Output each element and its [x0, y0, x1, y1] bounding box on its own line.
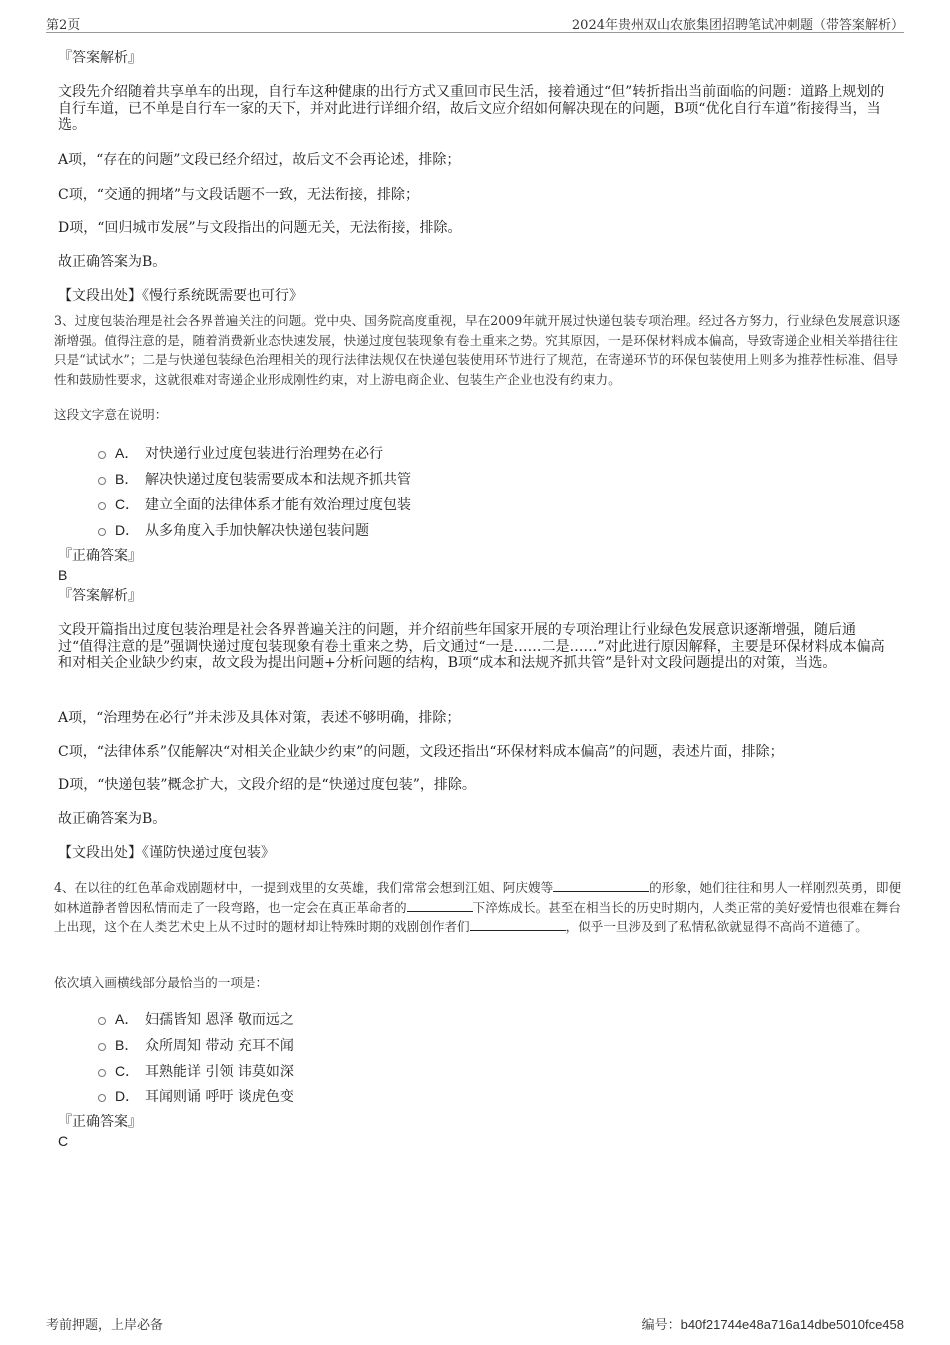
option-text: 耳熟能详 引领 讳莫如深	[145, 1064, 294, 1080]
option-d-note: D项，“快递包装”概念扩大，文段介绍的是“快递过度包装”，排除。	[58, 777, 476, 793]
option-letter: C．	[115, 496, 140, 512]
correct-answer: B	[58, 567, 68, 583]
radio-icon[interactable]	[98, 528, 106, 536]
radio-icon[interactable]	[98, 1069, 106, 1077]
option-c-note: C项，“法律体系”仅能解决“对相关企业缺少约束”的问题，文段还指出“环保材料成本偏高”的问题，表述片面，排除；	[58, 744, 784, 760]
option-letter: D．	[115, 1088, 140, 1104]
radio-icon[interactable]	[98, 451, 106, 459]
correct-answer-heading: 『正确答案』	[58, 548, 142, 564]
header-divider	[46, 32, 904, 33]
question-3-stem: 3、过度包装治理是社会各界普遍关注的问题。党中央、国务院高度重视，早在2009年就开展过快递包装专项治理。经过各方努力，行业绿色发展意识逐渐增强。值得注意的是，随着消费新业态快速发展，快递过度包装现象有卷土重来之势。究其原因，一是环保材料成本偏高，导致寄递企业相关举措往往只是“试试水”；二是与快递包装绿色治理相关的现行法律法规仅在快递包装使用环节进行了规范，在寄递环节的环保包装使用上则多为推荐性标准、倡导性和鼓励性要求，这就很难对寄递企业形成刚性约束，对上游电商企业、包装生产企业也没有约束力。	[54, 313, 901, 387]
option-text: 妇孺皆知 恩泽 敬而远之	[145, 1012, 294, 1028]
blank-1	[553, 879, 649, 892]
option-letter: A．	[115, 1011, 139, 1027]
stem-part-1: 4、在以往的红色革命戏剧题材中，一提到戏里的女英雄，我们常常会想到江姐、阿庆嫂等	[54, 880, 554, 895]
option-a-note: A项，“存在的问题”文段已经介绍过，故后文不会再论述，排除；	[58, 152, 461, 168]
question-3-prompt: 这段文字意在说明：	[54, 407, 168, 422]
radio-icon[interactable]	[98, 1017, 106, 1025]
question-3-option-c[interactable]	[98, 494, 411, 514]
option-letter: B．	[115, 1037, 139, 1053]
question-4-option-b[interactable]	[98, 1035, 294, 1055]
radio-icon[interactable]	[98, 1094, 106, 1102]
stem-part-4: ，似乎一旦涉及到了私情私欲就显得不高尚不道德了。	[565, 919, 868, 934]
radio-icon[interactable]	[98, 1043, 106, 1051]
option-d-note: D项，“回归城市发展”与文段指出的问题无关，无法衔接，排除。	[58, 220, 462, 236]
question-4-option-c[interactable]	[98, 1061, 294, 1081]
option-text: 从多角度入手加快解决快递包装问题	[145, 523, 369, 539]
analysis-paragraph: 文段先介绍随着共享单车的出现，自行车这种健康的出行方式又重回市民生活，接着通过“但”转折指出当前面临的问题：道路上规划的自行车道，已不单是自行车一家的天下，并对此进行详细介绍，故后文应介绍如何解决现在的问题，B项“优化自行车道”衔接得当，当选。	[58, 84, 885, 133]
blank-3	[470, 918, 566, 931]
stem-part-3: 下淬炼成长。甚至在相当长的历史时期内，人类正常的美好爱情也很难在舞台上出现，这个在人类艺术史上从不过时的题材却让特殊时期的戏剧创作者们	[54, 899, 901, 934]
option-letter: A．	[115, 445, 139, 461]
analysis-paragraph: 文段开篇指出过度包装治理是社会各界普遍关注的问题，并介绍前些年国家开展的专项治理让行业绿色发展意识逐渐增强，随后通过“值得注意的是”强调快递过度包装现象有卷土重来之势，后文通过“一是……二是……”对此进行原因解释，主要是环保材料成本偏高和对相关企业缺少约束，故文段为提出问题+分析问题的结构，B项“成本和法规齐抓共管”是针对文段问题提出的对策，当选。	[58, 622, 885, 671]
option-a-note: A项，“治理势在必行”并未涉及具体对策，表述不够明确，排除；	[58, 710, 461, 726]
option-text: 解决快递过度包装需要成本和法规齐抓共管	[145, 472, 411, 488]
code-value: b40f21744e48a716a14dbe5010fce458	[680, 1317, 904, 1332]
question-4-option-d[interactable]	[98, 1086, 294, 1106]
conclusion: 故正确答案为B。	[58, 811, 167, 827]
blank-2	[407, 899, 473, 912]
question-4-option-a[interactable]	[98, 1009, 294, 1029]
question-3-option-a[interactable]	[98, 443, 383, 463]
document-title: 2024年贵州双山农旅集团招聘笔试冲刺题（带答案解析）	[571, 18, 904, 33]
question-4-prompt: 依次填入画横线部分最恰当的一项是：	[54, 975, 269, 990]
document-code	[642, 1314, 904, 1333]
correct-answer-heading: 『正确答案』	[58, 1114, 142, 1130]
option-text: 对快递行业过度包装进行治理势在必行	[145, 446, 383, 462]
conclusion: 故正确答案为B。	[58, 254, 167, 270]
option-c-note: C项，“交通的拥堵”与文段话题不一致，无法衔接，排除；	[58, 187, 420, 203]
option-text: 建立全面的法律体系才能有效治理过度包装	[145, 497, 411, 513]
source-citation: 【文段出处】《慢行系统既需要也可行》	[58, 288, 303, 304]
source-citation: 【文段出处】《谨防快递过度包装》	[58, 845, 275, 861]
correct-answer: C	[58, 1133, 69, 1149]
option-letter: C．	[115, 1063, 140, 1079]
radio-icon[interactable]	[98, 477, 106, 485]
option-text: 耳闻则诵 呼吁 谈虎色变	[145, 1089, 294, 1105]
question-3-option-b[interactable]	[98, 469, 411, 489]
stem-part-2: 的形象，她们往往和男人一样刚烈英勇，即便如林道静者曾因私情而走了一段弯路，也一定会在真正革命者的	[54, 880, 902, 915]
code-label: 编号：	[641, 1318, 681, 1333]
option-letter: B．	[115, 471, 139, 487]
footer-slogan: 考前押题，上岸必备	[46, 1318, 164, 1333]
option-text: 众所周知 带动 充耳不闻	[145, 1038, 294, 1054]
page-number: 第2页	[46, 18, 81, 33]
question-4-stem	[54, 878, 906, 937]
option-letter: D．	[115, 522, 140, 538]
radio-icon[interactable]	[98, 502, 106, 510]
analysis-heading: 『答案解析』	[58, 50, 142, 66]
analysis-heading: 『答案解析』	[58, 588, 142, 604]
question-3-option-d[interactable]	[98, 520, 369, 540]
